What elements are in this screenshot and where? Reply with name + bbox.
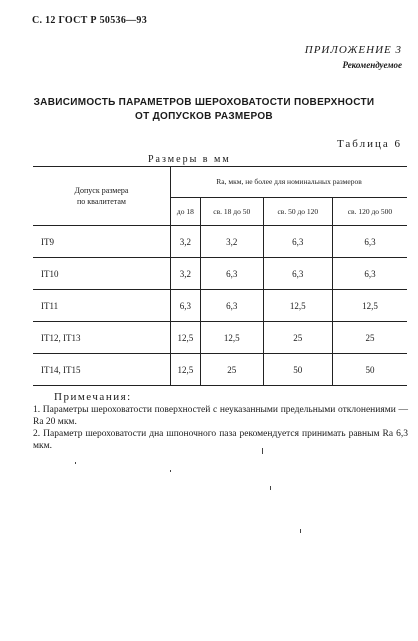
appendix-title: ПРИЛОЖЕНИЕ 3 xyxy=(304,44,402,56)
column-header-size: до 18 xyxy=(171,197,201,225)
scan-artifact xyxy=(270,486,271,490)
value-cell: 3,2 xyxy=(171,226,201,258)
column-header-ra: Ra, мкм, не более для номинальных размеров xyxy=(171,167,408,198)
value-cell: 25 xyxy=(263,322,332,354)
notes-heading: Примечания: xyxy=(54,391,132,403)
tolerance-cell: IT14, IT15 xyxy=(33,354,171,386)
scan-artifact xyxy=(170,470,171,472)
roughness-table xyxy=(33,166,407,386)
column-header-size: св. 50 до 120 xyxy=(263,197,332,225)
value-cell: 6,3 xyxy=(263,226,332,258)
appendix-status: Рекомендуемое xyxy=(342,60,402,70)
value-cell: 25 xyxy=(332,322,407,354)
value-cell: 3,2 xyxy=(200,226,263,258)
value-cell: 12,5 xyxy=(200,322,263,354)
value-cell: 6,3 xyxy=(263,258,332,290)
tolerance-cell: IT12, IT13 xyxy=(33,322,171,354)
column-header-tolerance-line2: по квалитетам xyxy=(77,197,126,206)
column-header-size: св. 18 до 50 xyxy=(200,197,263,225)
tolerance-cell: IT9 xyxy=(33,226,171,258)
scan-artifact xyxy=(262,448,263,454)
column-header-size: св. 120 до 500 xyxy=(332,197,407,225)
value-cell: 25 xyxy=(200,354,263,386)
value-cell: 12,5 xyxy=(171,322,201,354)
value-cell: 6,3 xyxy=(171,290,201,322)
value-cell: 6,3 xyxy=(332,258,407,290)
value-cell: 3,2 xyxy=(171,258,201,290)
document-title-line1: ЗАВИСИМОСТЬ ПАРАМЕТРОВ ШЕРОХОВАТОСТИ ПОВЕРХНОСТИ xyxy=(33,97,375,108)
scan-artifact xyxy=(300,529,301,533)
column-header-tolerance xyxy=(33,167,171,226)
table-row xyxy=(33,258,407,290)
document-title-line2: ОТ ДОПУСКОВ РАЗМЕРОВ xyxy=(135,111,273,122)
value-cell: 6,3 xyxy=(200,258,263,290)
value-cell: 12,5 xyxy=(171,354,201,386)
value-cell: 6,3 xyxy=(200,290,263,322)
note-item: 1. Параметры шероховатости поверхностей с неуказанными предельными отклонениями — Ra 20 мкм. xyxy=(33,405,408,427)
table-header-row xyxy=(33,167,407,198)
value-cell: 50 xyxy=(332,354,407,386)
column-header-tolerance-line1: Допуск размера xyxy=(74,186,129,195)
note-item: 2. Параметр шероховатости дна шпоночного паза рекомендуется принимать равным Ra 6,3 мкм. xyxy=(33,429,408,451)
table-row xyxy=(33,226,407,258)
table-number: Таблица 6 xyxy=(336,138,402,150)
table-row xyxy=(33,290,407,322)
tolerance-cell: IT10 xyxy=(33,258,171,290)
value-cell: 12,5 xyxy=(332,290,407,322)
value-cell: 6,3 xyxy=(332,226,407,258)
value-cell: 50 xyxy=(263,354,332,386)
value-cell: 12,5 xyxy=(263,290,332,322)
page-header: С. 12 ГОСТ Р 50536—93 xyxy=(32,15,148,26)
table-units: Размеры в мм xyxy=(148,154,231,165)
table-row xyxy=(33,322,407,354)
tolerance-cell: IT11 xyxy=(33,290,171,322)
table-row xyxy=(33,354,407,386)
scan-artifact xyxy=(75,462,76,464)
